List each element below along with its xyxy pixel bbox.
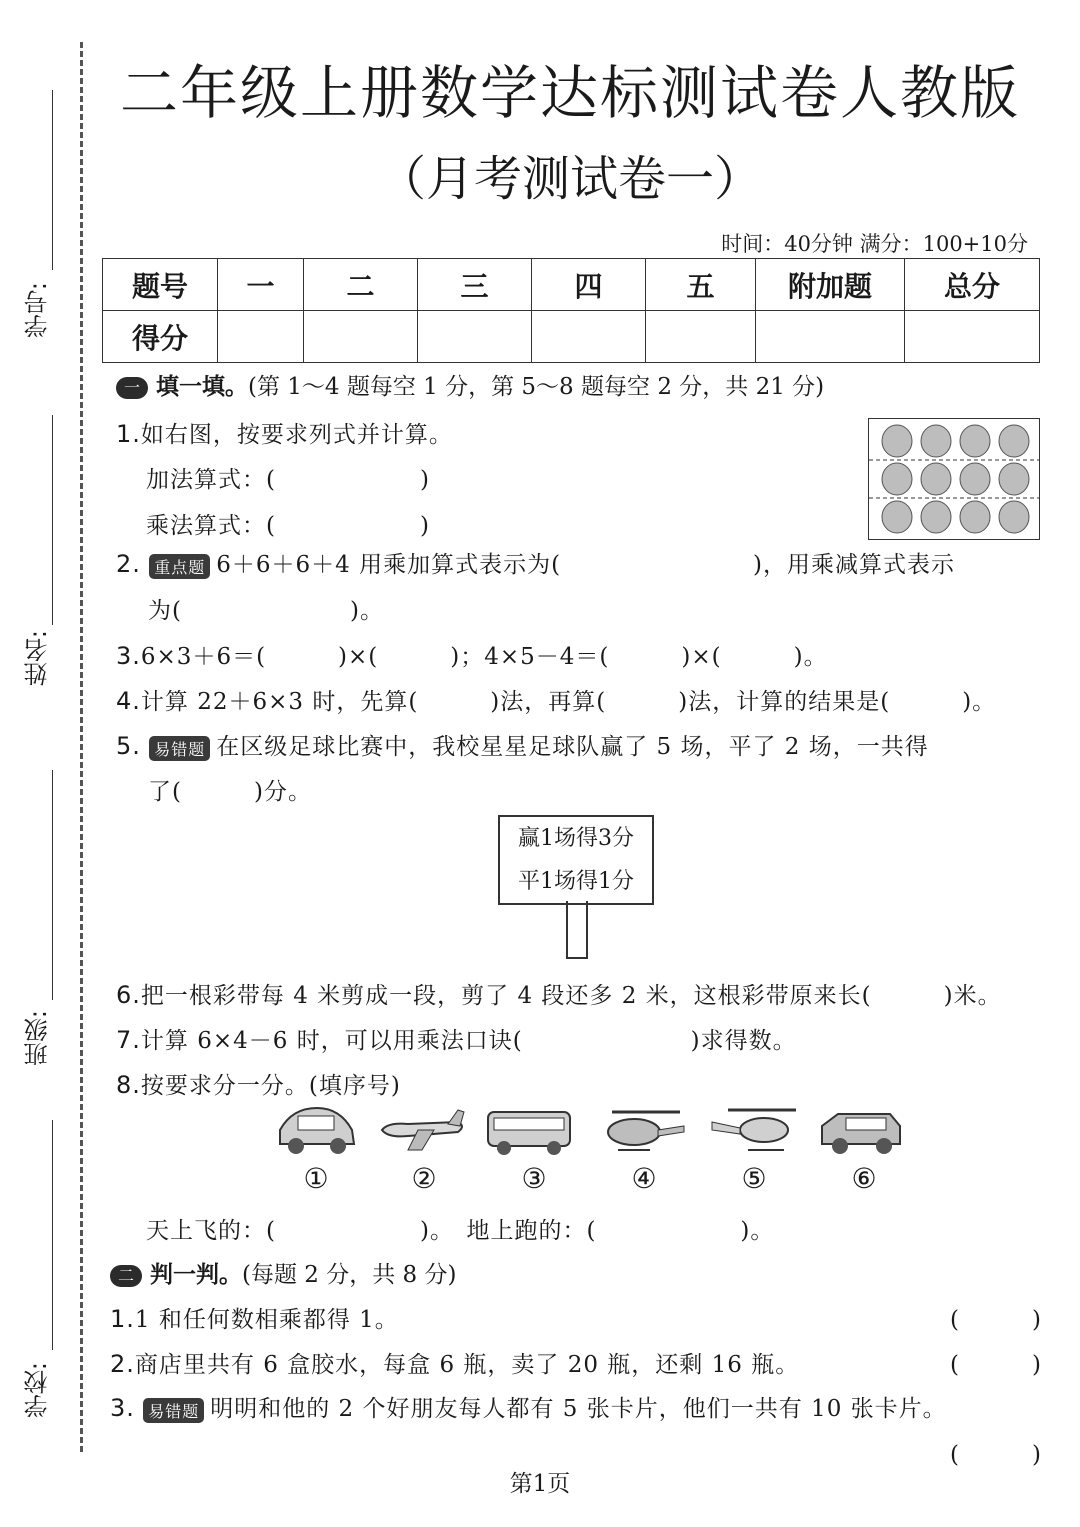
- q1-addition-blank[interactable]: 加法算式：( ): [146, 467, 430, 493]
- q3-number: 3.: [116, 642, 141, 670]
- q4-number: 4.: [116, 687, 141, 715]
- score-row: [103, 311, 1040, 363]
- score-header-row: [103, 259, 1040, 311]
- sign-post: [566, 901, 588, 959]
- score-header-cell: 题号: [103, 259, 218, 311]
- airplane-icon: [378, 1100, 468, 1160]
- judge-q1-line: [110, 1301, 399, 1334]
- student-id-line: [52, 90, 53, 270]
- helicopter-icon-2: [708, 1100, 798, 1160]
- q7-number: 7.: [116, 1026, 141, 1054]
- car-icon: [272, 1100, 362, 1160]
- q1-multiplication-blank[interactable]: 乘法算式：( ): [146, 513, 430, 539]
- q2-text: 6＋6＋6＋4 用乘加算式表示为( )，用乘减算式表示: [216, 552, 956, 578]
- judge-q1-text: 1 和任何数相乘都得 1。: [134, 1307, 399, 1333]
- binding-dashed-line: [80, 42, 83, 1452]
- q4-line: [116, 683, 996, 716]
- helicopter-icon: [598, 1100, 688, 1160]
- score-cell[interactable]: [532, 311, 646, 363]
- q5-line: [116, 728, 929, 761]
- score-table: [102, 258, 1040, 363]
- q7-line: [116, 1022, 797, 1055]
- vehicle-label: ⑤: [741, 1162, 767, 1195]
- q2-text-cont[interactable]: 为( )。: [148, 598, 384, 624]
- school-line: [52, 1120, 53, 1350]
- score-cell[interactable]: [218, 311, 304, 363]
- q5-text: 在区级足球比赛中，我校星星足球队赢了 5 场，平了 2 场，一共得: [216, 734, 929, 760]
- judge-q2-answer-paren[interactable]: ( ): [950, 1352, 1042, 1378]
- q2-line: [116, 546, 955, 579]
- q1-text: 如右图，按要求列式并计算。: [140, 422, 453, 448]
- q3-line: [116, 638, 828, 671]
- section1-title: 填一填。: [156, 374, 248, 400]
- jeep-icon: [816, 1100, 906, 1160]
- score-row-label: 得分: [103, 311, 218, 363]
- q6-text[interactable]: 把一根彩带每 4 米剪成一段，剪了 4 段还多 2 米，这根彩带原来长( )米。: [140, 983, 1002, 1009]
- judge-q1-answer-paren[interactable]: ( ): [950, 1307, 1042, 1333]
- strawberry-grid-picture: [868, 418, 1040, 540]
- score-header-cell: 四: [532, 259, 646, 311]
- name-line: [52, 415, 53, 625]
- class-line: [52, 770, 53, 1000]
- section1-note: (第 1～4 题每空 1 分，第 5～8 题每空 2 分，共 21 分): [248, 374, 825, 400]
- q5-text-cont[interactable]: 了( )分。: [148, 779, 312, 805]
- q1-line: [116, 416, 453, 449]
- judge-q2-line: [110, 1346, 799, 1379]
- section2-note: (每题 2 分，共 8 分): [242, 1262, 457, 1288]
- score-cell[interactable]: [646, 311, 756, 363]
- section1-badge: 一: [116, 377, 148, 399]
- q6-line: [116, 977, 1002, 1010]
- judge-q3-number: 3.: [110, 1394, 135, 1422]
- q7-text[interactable]: 计算 6×4－6 时，可以用乘法口诀( )求得数。: [140, 1028, 797, 1054]
- strawberry-icons: [869, 419, 1039, 539]
- score-cell[interactable]: [418, 311, 532, 363]
- sign-line-draw: 平1场得1分: [518, 869, 634, 894]
- page-number: 第1页: [509, 1471, 571, 1497]
- score-cell[interactable]: [304, 311, 418, 363]
- section2-title: 判一判。: [150, 1262, 242, 1288]
- score-header-cell: 三: [418, 259, 532, 311]
- q4-text[interactable]: 计算 22＋6×3 时，先算( )法，再算( )法，计算的结果是( )。: [140, 689, 997, 715]
- q8-number: 8.: [116, 1071, 141, 1099]
- page-title: 二年级上册数学达标测试卷人教版: [119, 59, 1020, 127]
- vehicle-label: ①: [303, 1162, 329, 1195]
- section1-heading: [116, 368, 824, 401]
- q5-error-prone-tag: 易错题: [149, 736, 210, 761]
- score-cell[interactable]: [756, 311, 905, 363]
- bus-icon: [484, 1100, 574, 1160]
- vehicle-label: ⑥: [851, 1162, 877, 1195]
- vehicle-label: ②: [411, 1162, 437, 1195]
- score-header-cell: 总分: [905, 259, 1040, 311]
- class-label: 班级:: [24, 1010, 52, 1067]
- scoring-sign: [498, 815, 654, 905]
- sign-line-win: 赢1场得3分: [518, 826, 634, 851]
- judge-q3-error-prone-tag: 易错题: [143, 1398, 204, 1423]
- exam-meta: 时间：40分钟 满分：100+10分: [721, 232, 1028, 256]
- judge-q3-text: 明明和他的 2 个好朋友每人都有 5 张卡片，他们一共有 10 张卡片。: [210, 1396, 947, 1422]
- q6-number: 6.: [116, 981, 141, 1009]
- vehicle-label: ③: [521, 1162, 547, 1195]
- q5-number: 5.: [116, 732, 141, 760]
- q8-answer-blanks[interactable]: 天上飞的：( )。 地上跑的：( )。: [146, 1218, 775, 1244]
- judge-q1-number: 1.: [110, 1305, 135, 1333]
- score-header-cell: 一: [218, 259, 304, 311]
- q3-text[interactable]: 6×3＋6＝( )×( )；4×5－4＝( )×( )。: [140, 644, 828, 670]
- q2-number: 2.: [116, 550, 141, 578]
- judge-q2-text: 商店里共有 6 盒胶水，每盒 6 瓶，卖了 20 瓶，还剩 16 瓶。: [134, 1352, 800, 1378]
- vehicle-label: ④: [631, 1162, 657, 1195]
- score-header-cell: 附加题: [756, 259, 905, 311]
- page-subtitle: （月考测试卷一）: [377, 151, 762, 207]
- section2-badge: 二: [110, 1265, 142, 1287]
- score-cell[interactable]: [905, 311, 1040, 363]
- q8-text: 按要求分一分。(填序号): [140, 1073, 401, 1099]
- judge-q3-answer-paren[interactable]: ( ): [950, 1442, 1042, 1468]
- score-header-cell: 五: [646, 259, 756, 311]
- q1-number: 1.: [116, 420, 141, 448]
- judge-q3-line: [110, 1390, 947, 1423]
- student-id-label: 学号:: [24, 282, 52, 339]
- q8-line: [116, 1067, 401, 1100]
- q2-key-tag: 重点题: [149, 554, 210, 579]
- judge-q2-number: 2.: [110, 1350, 135, 1378]
- school-label: 学校:: [24, 1362, 52, 1419]
- score-header-cell: 二: [304, 259, 418, 311]
- section2-heading: [110, 1256, 456, 1289]
- name-label: 姓名:: [24, 630, 52, 687]
